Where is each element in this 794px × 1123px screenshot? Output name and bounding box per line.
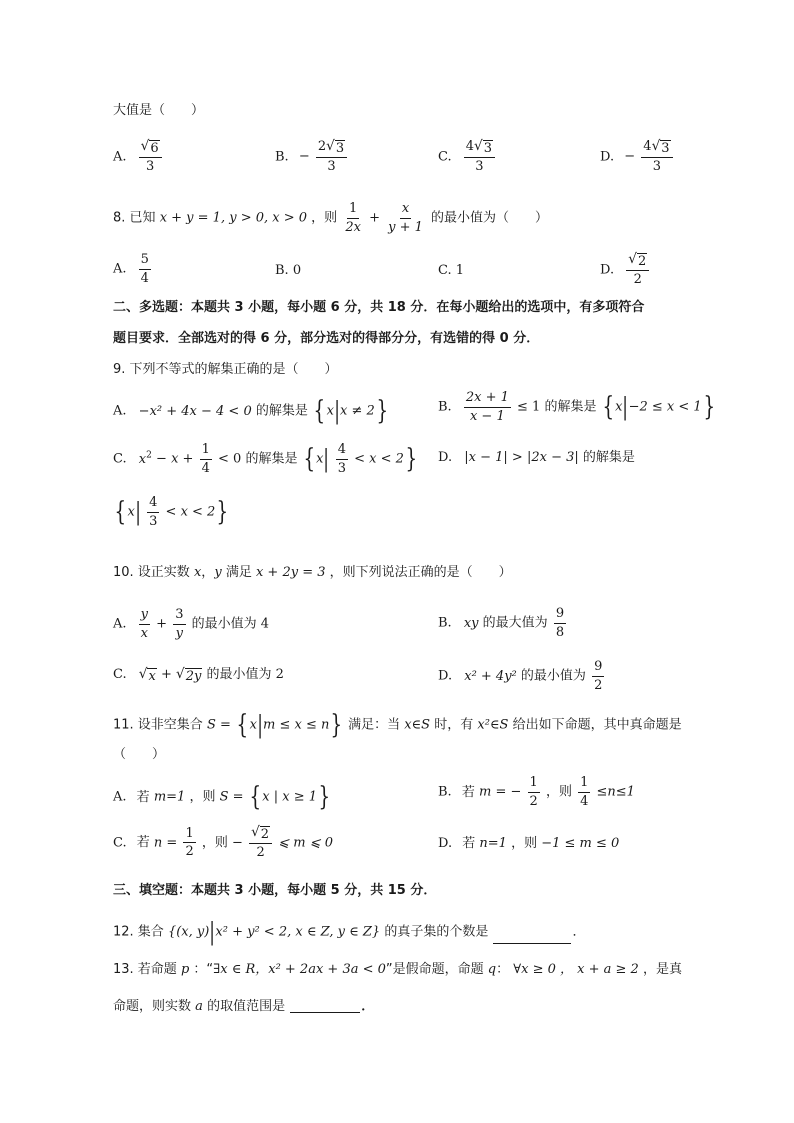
fraction: √ 2 2	[249, 826, 272, 860]
option-label: D.	[600, 149, 615, 165]
q7-option-a[interactable]	[113, 140, 164, 174]
fraction: $\frac{9}{2}$	[594, 659, 603, 693]
fraction: $\frac{3}{y}$	[175, 607, 184, 641]
option-label: B.	[275, 149, 289, 165]
fraction: $\frac{5}{4}$	[140, 252, 149, 286]
section-2-heading: 二、多选题：本题共 3 小题，每小题 6 分，共 18 分．在每小题给出的选项中，有多项符合	[113, 300, 645, 315]
fraction: $\frac{y}{x}$	[140, 607, 149, 641]
option-label: C.	[438, 149, 452, 165]
fraction: $\frac{1}{2}$	[529, 775, 538, 809]
q11-paren: （ ）	[113, 747, 166, 762]
fraction: $\frac{1}{2}$	[185, 825, 194, 860]
fraction: $\frac{4}{3}$	[337, 442, 346, 476]
q13-stem: 13. 若命题 p ：“∃x ∈ R，x² + 2ax + 3a < 0”是假命题，命题 q： ∀x ≥ 0 ， x + a ≥ 2 ，是真	[113, 962, 682, 977]
fraction: $\frac{2x + 1}{x - 1}$	[465, 390, 509, 424]
q8-option-a[interactable]: A. $\frac{5}{4}$	[113, 252, 149, 286]
q9-option-b[interactable]: B. $\frac{2x + 1}{x - 1}$ ≤ 1 的解集是 {x|−2 ≤ x < 1}	[438, 390, 715, 424]
minus-sign: −	[298, 149, 310, 165]
fraction: $\frac{4}{3}$	[149, 495, 158, 529]
section-3-heading: 三、填空题：本题共 3 小题，每小题 5 分，共 15 分．	[113, 883, 437, 898]
q10-option-b[interactable]: B. xy 的最大值为 $\frac{9}{8}$	[438, 606, 565, 640]
fraction: $\frac{1}{2x}$	[345, 201, 361, 235]
q12-stem: 12. 集合 {(x, y)|x² + y² < 2, x ∈ Z, y ∈ Z} 的真子集的个数是 ．	[113, 918, 586, 946]
fraction: $\frac{9}{8}$	[555, 606, 565, 640]
q11-option-b[interactable]: B. 若 m = − $\frac{1}{2}$ ，则 $\frac{1}{4}$ ≤n≤1	[438, 775, 635, 809]
q10-stem: 10. 设正实数 x，y 满足 x + 2y = 3 ，则下列说法正确的是（ ）	[113, 565, 512, 580]
q8-condition: x + y = 1, y > 0, x > 0	[159, 210, 308, 226]
q10-option-d[interactable]: D. x² + 4y² 的最小值为 $\frac{9}{2}$	[438, 659, 603, 693]
fraction: $\frac{1}{4}$	[580, 775, 589, 809]
q11-stem: 11. 设非空集合 S = {x|m ≤ x ≤ n} 满足：当 x∈S 时，有 x²∈S 给出如下命题，其中真命题是	[113, 710, 682, 740]
q13-stem-cont: 命题，则实数 a 的取值范围是 ．	[113, 999, 375, 1014]
answer-blank[interactable]	[290, 1010, 360, 1013]
q7-option-d[interactable]	[600, 140, 675, 174]
q8-option-d[interactable]: D. √ 2 2	[600, 253, 651, 287]
fraction: 4 √ 3 3	[641, 140, 672, 174]
q7-option-b[interactable]	[275, 140, 349, 174]
q10-option-a[interactable]: A. $\frac{y}{x}$ + $\frac{3}{y}$ 的最小值为 4	[113, 607, 270, 641]
q7-stem-tail: 大值是（ ）	[113, 103, 205, 118]
q8-option-b[interactable]: B. 0	[275, 263, 302, 278]
q10-option-c[interactable]: C. √ x + √ 2y 的最小值为 2	[113, 666, 284, 684]
q9-stem: 9. 下列不等式的解集正确的是（ ）	[113, 362, 338, 377]
section-2-heading-cont: 题目要求．全部选对的得 6 分，部分选对的得部分分，有选错的得 0 分．	[113, 331, 540, 346]
minus-sign: −	[624, 149, 636, 165]
fraction: 4 √ 3 3	[464, 140, 495, 174]
fraction: $\frac{x}{y + 1}$	[388, 201, 423, 235]
option-label: A.	[113, 149, 127, 165]
q9-option-d[interactable]: D. |x − 1| > |2x − 3| 的解集是	[438, 450, 635, 465]
q11-option-c[interactable]: C. 若 n = $\frac{1}{2}$ ，则 − √ 2 2 ⩽ m ⩽ 0	[113, 824, 333, 860]
answer-blank[interactable]	[493, 941, 571, 944]
q7-option-c[interactable]	[438, 140, 497, 174]
q11-option-d[interactable]: D. 若 n=1 ，则 −1 ≤ m ≤ 0	[438, 836, 620, 851]
fraction: √ 2 2	[626, 253, 649, 287]
q8-option-c[interactable]: C. 1	[438, 263, 465, 278]
q11-option-a[interactable]: A. 若 m=1 ，则 S = {x | x ≥ 1}	[113, 782, 331, 812]
fraction: $\frac{1}{4}$	[201, 442, 210, 476]
q8-stem: 8. 已知 x + y = 1, y > 0, x > 0 ，则 $\frac{1}{2x}$ + $\frac{x}{y + 1}$ 的最小值为（ ）	[113, 201, 549, 235]
q9-option-c[interactable]: C. $x^2 - x$ + $\frac{1}{4}$ < 0 的解集是 {x| $\frac{4}{3}$ < x < 2}	[113, 442, 418, 476]
q9-option-d-cont: {x| $\frac{4}{3}$ < x < 2}	[114, 495, 229, 529]
fraction: √ 6 3	[139, 140, 162, 174]
fraction: 2 √ 3 3	[316, 140, 347, 174]
q9-option-a[interactable]: A. −x² + 4x − 4 < 0 的解集是 {x|x ≠ 2}	[113, 396, 388, 426]
